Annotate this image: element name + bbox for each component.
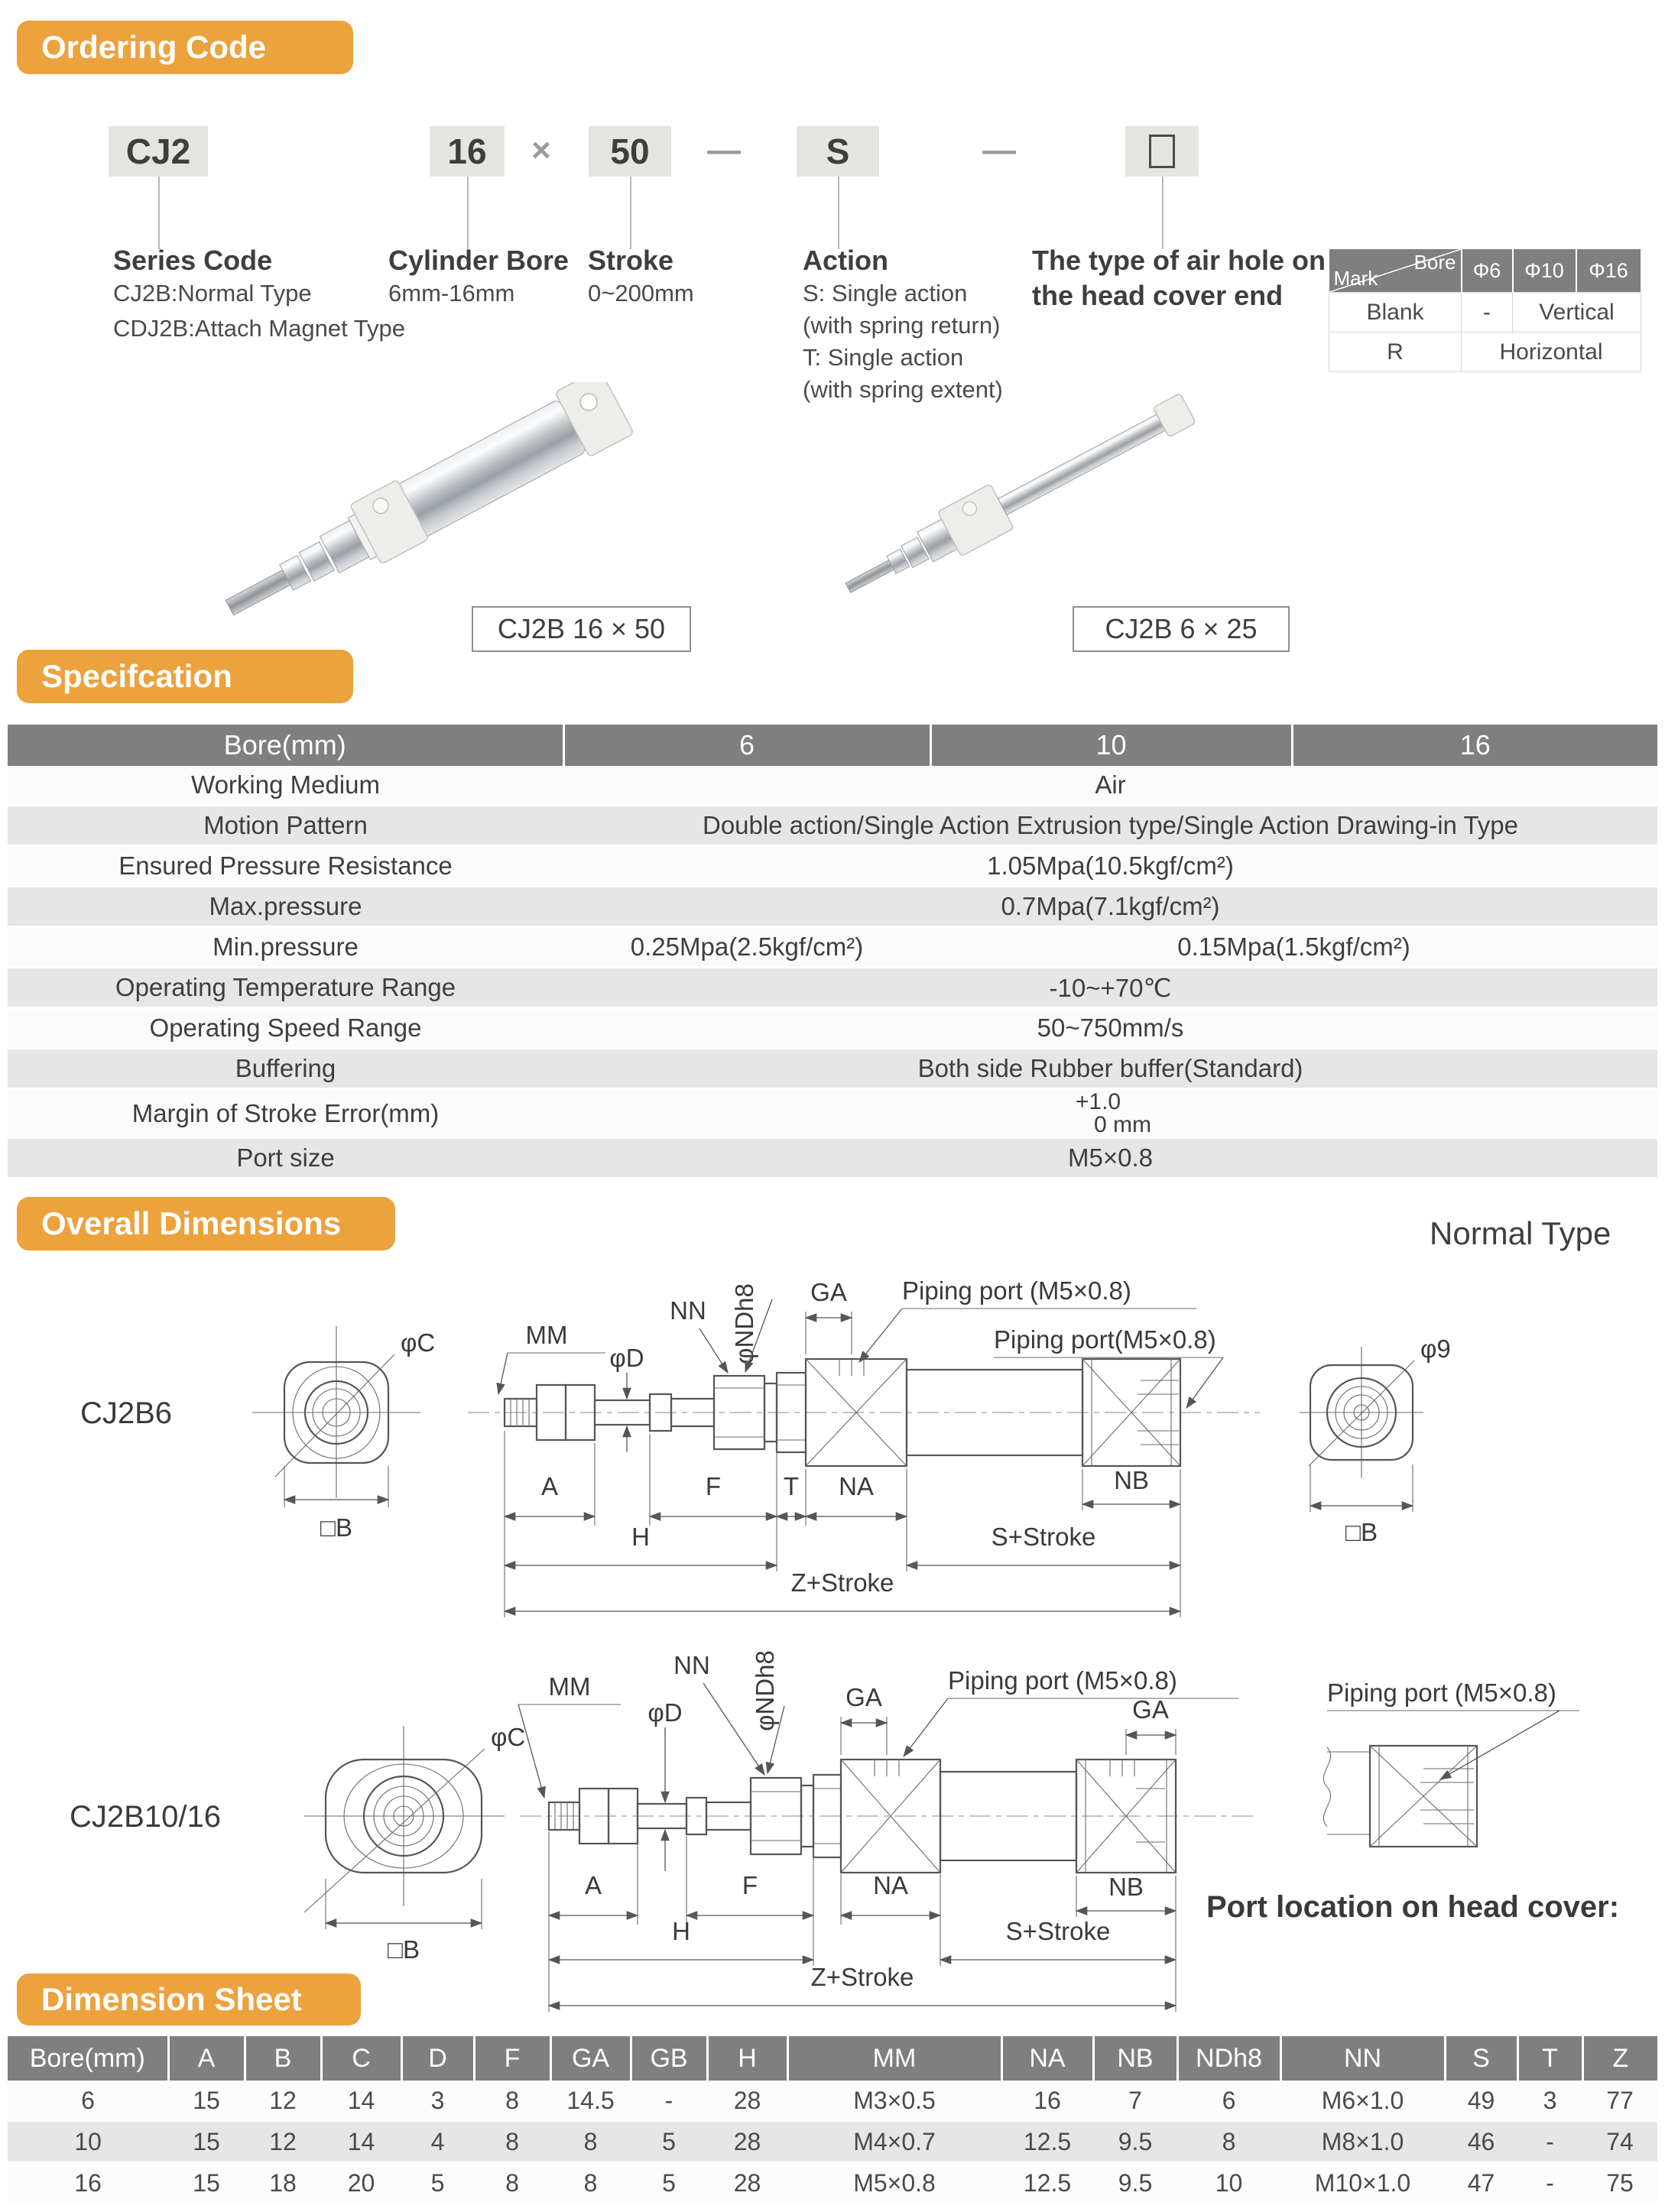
dim-header: NDh8 [1177,2036,1280,2081]
connector-line [630,177,631,249]
dim-header: H [707,2036,787,2081]
connector-line [467,177,469,249]
phi-d-label: φD [648,1698,683,1727]
drawing-name: CJ2B6 [80,1396,173,1430]
dim-header: Bore(mm) [8,2036,168,2081]
h-dim: H [672,1917,690,1945]
dim-cell: 16 [8,2162,168,2204]
spec-label: Working Medium [8,766,563,806]
dim-cell: 8 [550,2121,631,2162]
dim-cell: 18 [245,2162,321,2204]
dim-header: C [321,2036,401,2081]
phi-d-label: φD [609,1344,644,1372]
port-location-label: Port location on head cover: [1206,1890,1620,1924]
code-box-bore: 16 [430,126,505,177]
dim-cell: 3 [1517,2081,1582,2121]
dim-cell: 12.5 [1001,2121,1093,2162]
ga-label: GA [810,1278,847,1306]
spec-header-row [8,725,1657,766]
action-line4: (with spring extent) [803,376,1003,403]
dim-cell: M5×0.8 [787,2162,1001,2204]
ndh8-label: φNDh8 [751,1650,779,1731]
section-badge-ordering: Ordering Code [17,21,353,74]
spec-label: Operating Temperature Range [8,968,563,1008]
dim-cell: 10 [1177,2162,1280,2204]
phi-c-label: φC [401,1328,436,1357]
dim-header: MM [787,2036,1001,2081]
code-box-stroke: 50 [589,126,671,177]
dim-header: Z [1582,2036,1657,2081]
piping-port-label-1: Piping port (M5×0.8) [948,1666,1177,1695]
air-cell-vertical: Vertical [1513,293,1641,332]
square-b-label: □B [320,1513,352,1542]
dimensions [505,1431,1180,1617]
spec-header-6: 6 [563,725,930,766]
spec-row [8,806,1657,846]
spec-value: 50~750mm/s [563,1008,1657,1049]
dim-cell: 6 [1177,2081,1280,2121]
drawing-cj2b10-16 [0,1623,1665,2015]
dim-cell: 20 [321,2162,401,2204]
spec-row [8,1089,1657,1138]
dim-cell: 10 [8,2121,168,2162]
spec-row [8,1008,1657,1049]
air-cell-blank: Blank [1329,293,1462,332]
dim-header: B [245,2036,321,2081]
section-badge-specification: Specifcation [17,650,353,703]
dim-cell: 15 [168,2081,245,2121]
spec-value: 0.7Mpa(7.1kgf/cm²) [563,887,1657,927]
mm-label: MM [548,1672,591,1701]
dim-cell: M4×0.7 [787,2121,1001,2162]
dim-header-row [8,2036,1657,2081]
dim-cell: 28 [707,2121,787,2162]
end-view-left [252,1326,435,1542]
dim-cell: 8 [474,2081,550,2121]
dim-header: T [1517,2036,1582,2081]
spec-value: Double action/Single Action Extrusion type/Single Action Drawing-in Type [563,806,1657,846]
spec-header-16: 16 [1292,725,1657,766]
dim-cell: 47 [1445,2162,1517,2204]
dim-cell: 14 [321,2081,401,2121]
spec-row [8,1138,1657,1179]
dim-cell: - [1517,2162,1582,2204]
dim-cell: 49 [1445,2081,1517,2121]
callouts [498,1276,1223,1452]
square-b-label: □B [388,1935,420,1964]
h-dim: H [631,1523,650,1551]
dimensions [549,1830,1176,2012]
nn-label: NN [673,1651,710,1679]
cylinder-bore-line1: 6mm-16mm [388,280,515,307]
dim-cell: 9.5 [1093,2162,1177,2204]
dim-cell: 9.5 [1093,2121,1177,2162]
spec-value: 1.05Mpa(10.5kgf/cm²) [563,846,1657,887]
z-stroke-dim: Z+Stroke [790,1568,894,1597]
piping-port-label-1: Piping port (M5×0.8) [902,1276,1131,1305]
s-stroke-dim: S+Stroke [991,1523,1096,1551]
code-box-action: S [797,126,879,177]
ga-label: GA [845,1683,882,1711]
dim-cell: 5 [401,2162,474,2204]
dimension-sheet-table [8,2036,1657,2204]
ga-label-2: GA [1132,1695,1169,1724]
na-dim: NA [839,1472,874,1500]
dim-cell: 46 [1445,2121,1517,2162]
section-badge-overall-dimensions: Overall Dimensions [17,1197,395,1250]
dim-header: NN [1280,2036,1445,2081]
dim-cell: 8 [474,2121,550,2162]
dim-cell: 7 [1093,2081,1177,2121]
dim-cell: 16 [1001,2081,1093,2121]
mm-label: MM [525,1321,568,1349]
spec-header-label: Bore(mm) [8,725,563,766]
dim-cell: M3×0.5 [787,2081,1001,2121]
side-view [468,1359,1260,1466]
spec-value: -10~+70℃ [563,968,1657,1008]
spec-row [8,927,1657,968]
f-dim: F [742,1871,758,1899]
nb-dim: NB [1114,1466,1149,1494]
dash-separator-2: — [982,131,1016,169]
end-view-left [304,1723,525,1964]
times-separator: × [531,131,551,169]
spec-label: Margin of Stroke Error(mm) [8,1089,563,1138]
dim-header: GA [550,2036,631,2081]
airhole-title-line1: The type of air hole on [1032,245,1326,276]
dim-cell: 28 [707,2162,787,2204]
spec-label: Operating Speed Range [8,1008,563,1049]
spec-row [8,846,1657,887]
action-line2: (with spring return) [803,312,1001,339]
dim-cell: - [1517,2121,1582,2162]
code-box-airhole [1125,126,1199,177]
dim-cell: 15 [168,2121,245,2162]
dim-cell: 74 [1582,2121,1657,2162]
dim-header: NB [1093,2036,1177,2081]
airhole-title-line2: the head cover end [1032,280,1284,311]
dim-cell: 75 [1582,2162,1657,2204]
dim-cell: M8×1.0 [1280,2121,1445,2162]
square-b-label-right: □B [1345,1518,1378,1546]
spec-value: M5×0.8 [563,1138,1657,1179]
dim-row-bore16 [8,2162,1657,2204]
blank-square-icon [1149,135,1175,168]
spec-label: Motion Pattern [8,806,563,846]
spec-label: Ensured Pressure Resistance [8,846,563,887]
air-col-phi16: Φ16 [1576,249,1641,293]
dim-cell: 6 [8,2081,168,2121]
spec-label: Buffering [8,1049,563,1089]
s-stroke-dim: S+Stroke [1005,1917,1111,1945]
normal-type-label: Normal Type [1430,1215,1611,1251]
dim-cell: M6×1.0 [1280,2081,1445,2121]
phi-c-label: φC [491,1723,526,1751]
spec-label: Port size [8,1138,563,1179]
photo-label-cj2b16x50: CJ2B 16 × 50 [472,606,691,652]
dim-header: D [401,2036,474,2081]
dim-cell: 12 [245,2081,321,2121]
air-col-phi6: Φ6 [1462,249,1513,293]
dim-cell: 12 [245,2121,321,2162]
callouts [518,1650,1238,1871]
piping-port-label-3: Piping port (M5×0.8) [1327,1678,1556,1707]
action-line1: S: Single action [803,280,968,307]
product-photos [0,382,1665,657]
piping-port-label-2: Piping port(M5×0.8) [994,1325,1216,1354]
corner-header-cell [1329,249,1461,292]
spec-label: Min.pressure [8,927,563,968]
head-cover-detail [1206,1678,1619,1924]
dim-row-bore6 [8,2081,1657,2121]
tolerance-upper: +1.0 [1075,1088,1121,1114]
dim-cell: 4 [401,2121,474,2162]
spec-value-tolerance [563,1089,1657,1138]
series-code-line1: CJ2B:Normal Type [113,280,312,307]
product-photo-cj2b16x50 [212,382,634,640]
dim-header: GB [631,2036,707,2081]
air-cell-r: R [1329,332,1462,372]
nb-dim: NB [1108,1873,1144,1901]
a-dim: A [540,1472,559,1500]
corner-bore-label: Bore [1413,251,1456,274]
end-view-right [1300,1335,1451,1546]
drawing-name: CJ2B10/16 [70,1800,221,1834]
air-hole-table [1329,249,1642,372]
dim-row-bore10 [8,2121,1657,2162]
dim-cell: 28 [707,2081,787,2121]
series-code-title: Series Code [113,245,273,276]
corner-mark-label: Mark [1333,267,1378,290]
stroke-line1: 0~200mm [588,280,694,307]
drawing-cj2b6 [0,1254,1665,1630]
stroke-title: Stroke [588,245,674,276]
dim-cell: 5 [631,2121,707,2162]
connector-line [1162,177,1164,249]
connector-line [838,177,839,249]
spec-row [8,968,1657,1008]
product-photo-cj2b6x25 [836,385,1199,610]
tolerance-lower: 0 mm [1094,1111,1151,1137]
dim-cell: 14.5 [550,2081,631,2121]
spec-row [8,1049,1657,1089]
specification-table [8,725,1657,1179]
dim-cell: 8 [474,2162,550,2204]
spec-value: Air [563,766,1657,806]
dim-cell: 5 [631,2162,707,2204]
dim-cell: 8 [1177,2121,1280,2162]
dim-header: NA [1001,2036,1093,2081]
dim-cell: 12.5 [1001,2162,1093,2204]
dim-cell: 14 [321,2121,401,2162]
spec-value-bore6: 0.25Mpa(2.5kgf/cm²) [563,927,930,968]
f-dim: F [705,1472,722,1500]
series-code-line2: CDJ2B:Attach Magnet Type [113,315,405,342]
connector-line [158,177,160,249]
z-stroke-dim: Z+Stroke [810,1963,914,1991]
nn-label: NN [670,1296,706,1325]
dim-cell: - [631,2081,707,2121]
spec-row [8,887,1657,927]
cylinder-bore-title: Cylinder Bore [388,245,570,276]
dim-header: S [1445,2036,1517,2081]
t-dim: T [783,1472,800,1500]
code-box-series: CJ2 [109,126,208,177]
air-cell-dash: - [1462,293,1513,332]
dash-separator-1: — [707,131,741,169]
dim-cell: M10×1.0 [1280,2162,1445,2204]
ndh8-label: φNDh8 [730,1283,758,1364]
spec-header-10: 10 [930,725,1292,766]
dim-cell: 77 [1582,2081,1657,2121]
spec-row [8,766,1657,806]
dim-cell: 15 [168,2162,245,2204]
action-title: Action [803,245,888,276]
spec-label: Max.pressure [8,887,563,927]
section-badge-dimension-sheet: Dimension Sheet [17,1974,361,2026]
photo-label-cj2b6x25: CJ2B 6 × 25 [1073,606,1290,652]
air-col-phi10: Φ10 [1513,249,1576,293]
action-line3: T: Single action [803,344,964,371]
spec-value: Both side Rubber buffer(Standard) [563,1049,1657,1089]
dim-header: A [168,2036,245,2081]
side-view [520,1760,1254,1873]
a-dim: A [584,1871,602,1899]
dim-cell: 8 [550,2162,631,2204]
air-cell-horizontal: Horizontal [1462,332,1641,372]
phi-9-label: φ9 [1420,1335,1451,1363]
na-dim: NA [873,1871,908,1899]
dim-header: F [474,2036,550,2081]
dim-cell: 3 [401,2081,474,2121]
spec-value-bore10-16: 0.15Mpa(1.5kgf/cm²) [930,927,1657,968]
